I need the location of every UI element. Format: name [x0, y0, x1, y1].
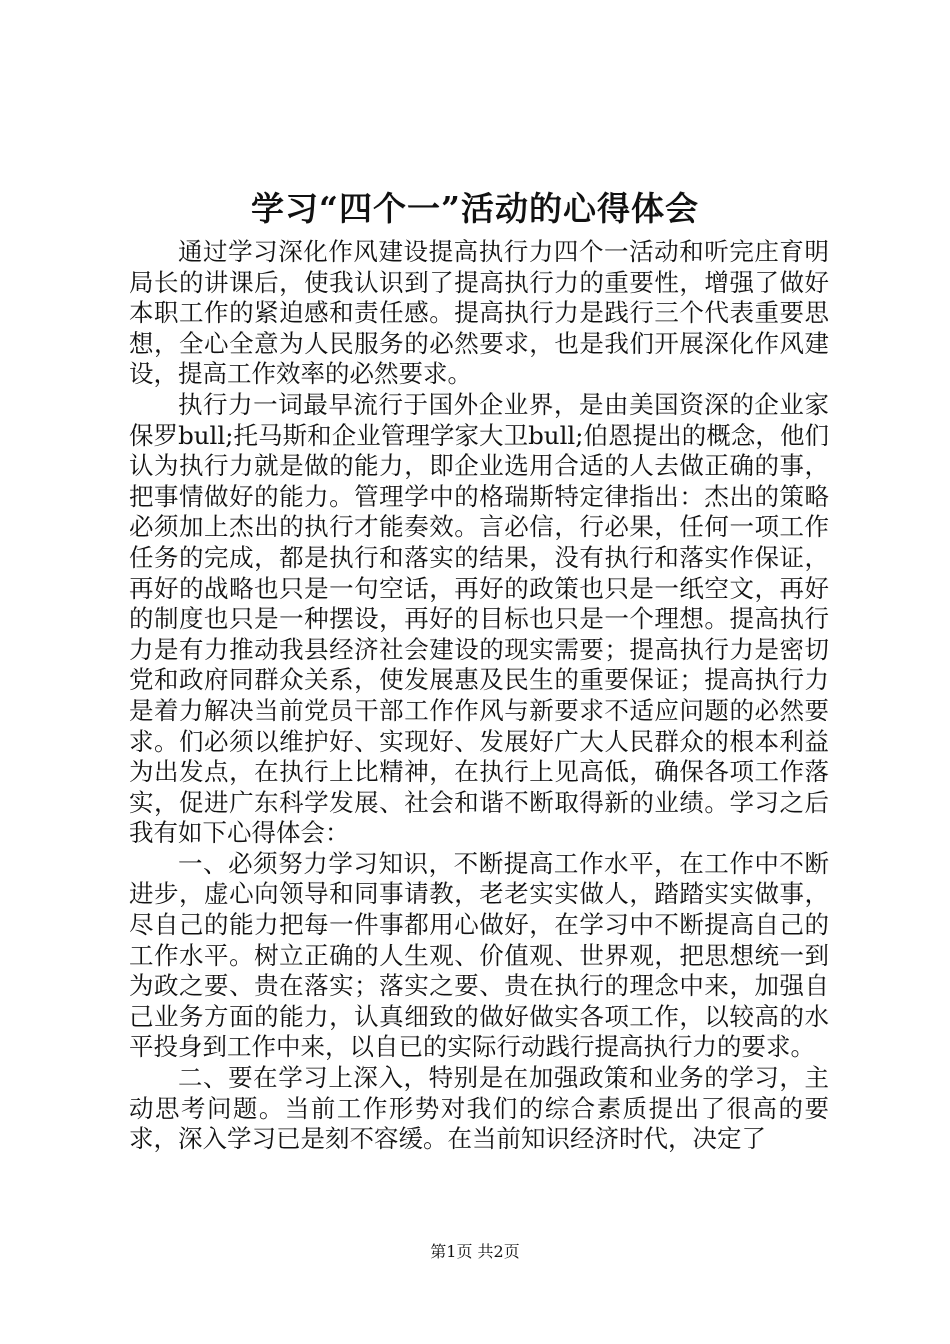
document-title: 学习“四个一”活动的心得体会: [251, 189, 699, 228]
paragraph-2: 执行力一词最早流行于国外企业界，是由美国资深的企业家保罗bull;托马斯和企业管理学家大卫bull;伯恩提出的概念，他们认为执行力就是做的能力，即企业选用合适的人去做正确的事，把事情做好的能力。管理学中的格瑞斯特定律指出：杰出的策略必须加上杰出的执行才能奏效。言必信，行必果，任何一项工作任务的完成，都是执行和落实的结果，没有执行和落实作保证，再好的战略也只是一句空话，再好的政策也只是一纸空文，再好的制度也只是一种摆设，再好的目标也只是一个理想。提高执行力是有力推动我县经济社会建设的现实需要；提高执行力是密切党和政府同群众关系，使发展惠及民生的重要保证；提高执行力是着力解决当前党员干部工作作风与新要求不适应问题的必然要求。们必须以维护好、实现好、发展好广大人民群众的根本利益为出发点，在执行上比精神，在执行上见高低，确保各项工作落实，促进广东科学发展、社会和谐不断取得新的业绩。学习之后我有如下心得体会：: [129, 389, 829, 848]
paragraph-4: 二、要在学习上深入，特别是在加强政策和业务的学习，主动思考问题。当前工作形势对我们的综合素质提出了很高的要求，深入学习已是刻不容缓。在当前知识经济时代，决定了: [129, 1063, 829, 1154]
paragraph-1: 通过学习深化作风建设提高执行力四个一活动和听完庄育明局长的讲课后，使我认识到了提高执行力的重要性，增强了做好本职工作的紧迫感和责任感。提高执行力是践行三个代表重要思想，全心全意为人民服务的必然要求，也是我们开展深化作风建设，提高工作效率的必然要求。: [129, 237, 829, 389]
paragraph-3: 一、必须努力学习知识，不断提高工作水平，在工作中不断进步，虚心向领导和同事请教，老老实实做人，踏踏实实做事，尽自己的能力把每一件事都用心做好，在学习中不断提高自己的工作水平。树立正确的人生观、价值观、世界观，把思想统一到为政之要、贵在落实；落实之要、贵在执行的理念中来，加强自己业务方面的能力，认真细致的做好做实各项工作，以较高的水平投身到工作中来，以自已的实际行动践行提高执行力的要求。: [129, 848, 829, 1062]
page-number-footer: 第1页 共2页: [430, 1242, 520, 1261]
document-body: [129, 237, 829, 1155]
